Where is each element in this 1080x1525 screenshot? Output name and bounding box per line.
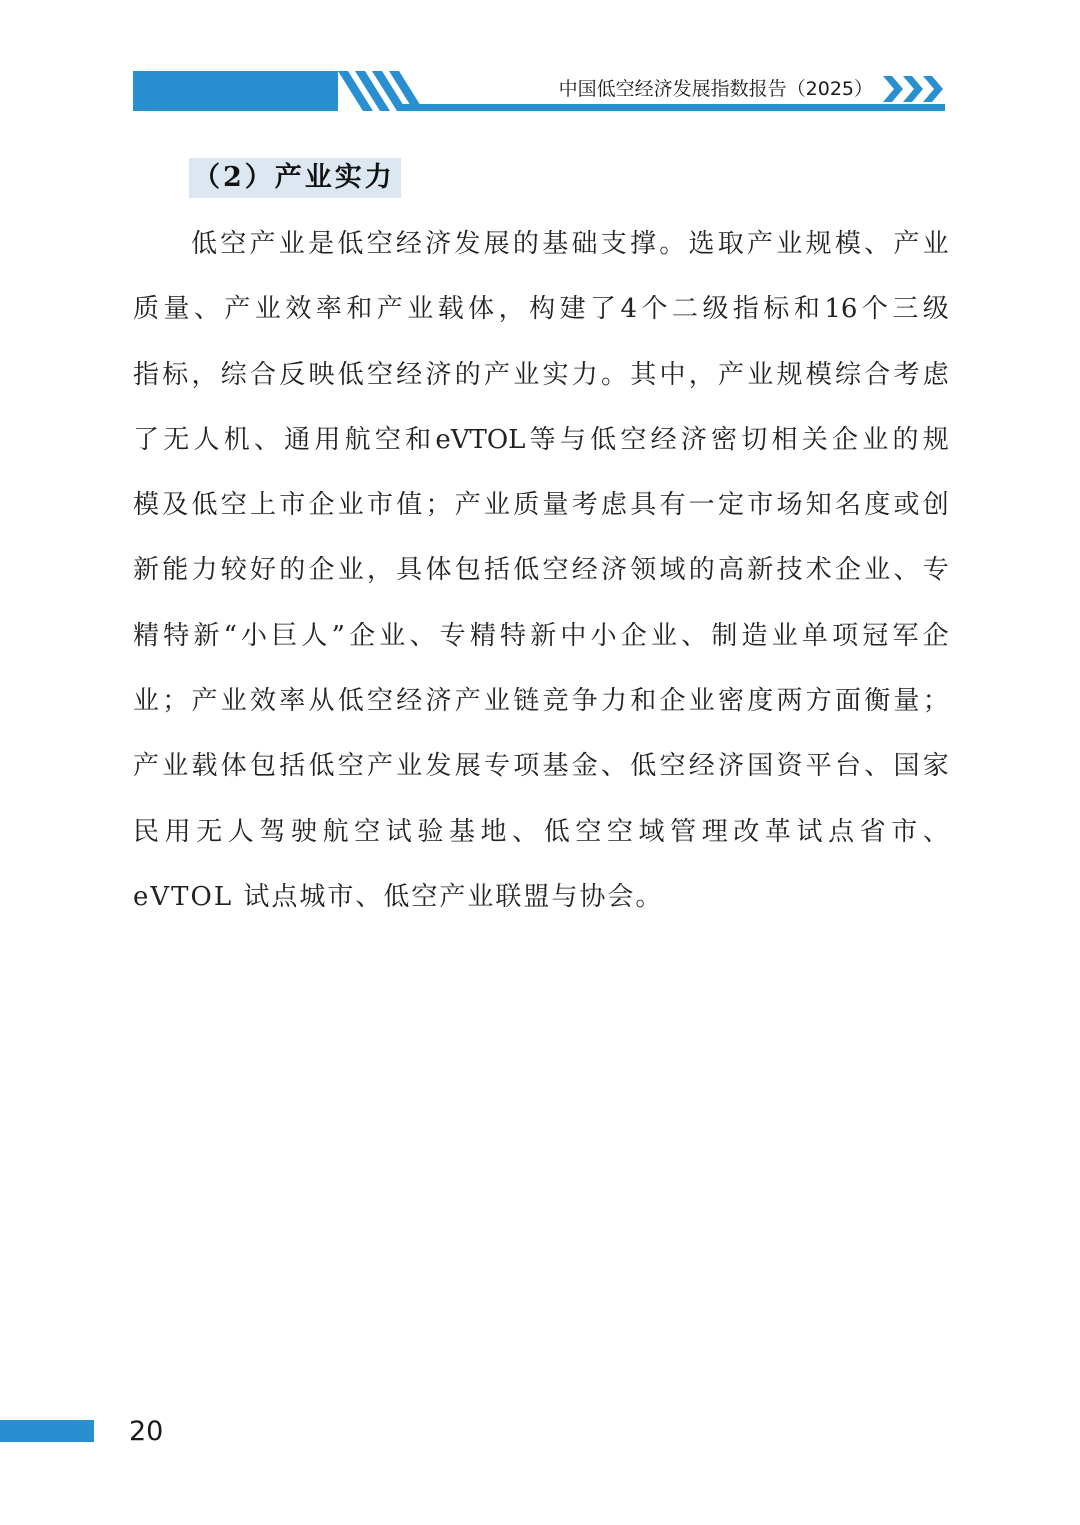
header-title: 中国低空经济发展指数报告（2025） xyxy=(558,78,873,100)
paragraph-line: 精 特 新 “ 小 巨 人 ” 企 业 、 专 精 特 新 中 小 企 业 、 制 造 业 单 项 冠 军 企 xyxy=(133,620,949,651)
paragraph-line: 低 空 产 业 是 低 空 经 济 发 展 的 基 础 支 撑 。 选 取 产 业 规 模 、 产 业 xyxy=(191,229,949,259)
paragraph-line: eVTOL 试点城市、低空产业联盟与协会。 xyxy=(133,881,664,912)
section-heading: （2）产业实力 xyxy=(189,158,401,198)
paragraph-line: 指 标 ， 综 合 反 映 低 空 经 济 的 产 业 实 力 。 其 中 ， 产 业 规 模 综 合 考 虑 xyxy=(133,359,949,390)
footer-bar xyxy=(0,1420,94,1442)
paragraph-line: 民 用 无 人 驾 驶 航 空 试 验 基 地 、 低 空 空 域 管 理 改 革 试 点 省 市 、 xyxy=(133,816,949,847)
triple-chevron-right-icon xyxy=(883,76,945,102)
paragraph-line: 业 ； 产 业 效 率 从 低 空 经 济 产 业 链 竞 争 力 和 企 业 密 度 两 方 面 衡 量 ； xyxy=(133,686,949,717)
paragraph-line: 模 及 低 空 上 市 企 业 市 值 ； 产 业 质 量 考 虑 具 有 一 定 市 场 知 名 度 或 创 xyxy=(133,490,949,521)
page-number: 20 xyxy=(129,1416,164,1447)
page-header xyxy=(133,71,945,111)
paragraph-line: 新 能 力 较 好 的 企 业 ， 具 体 包 括 低 空 经 济 领 域 的 高 新 技 术 企 业 、 专 xyxy=(133,555,949,586)
paragraph-line: 质 量 、 产 业 效 率 和 产 业 载 体 ， 构 建 了 4 个 二 级 指 标 和 16 个 三 级 xyxy=(133,294,949,325)
body-paragraph xyxy=(133,212,949,930)
paragraph-line: 产 业 载 体 包 括 低 空 产 业 发 展 专 项 基 金 、 低 空 经 济 国 资 平 台 、 国 家 xyxy=(133,751,949,782)
paragraph-line: 了 无 人 机 、 通 用 航 空 和 eVTOL 等 与 低 空 经 济 密 切 相 关 企 业 的 规 xyxy=(133,424,949,455)
